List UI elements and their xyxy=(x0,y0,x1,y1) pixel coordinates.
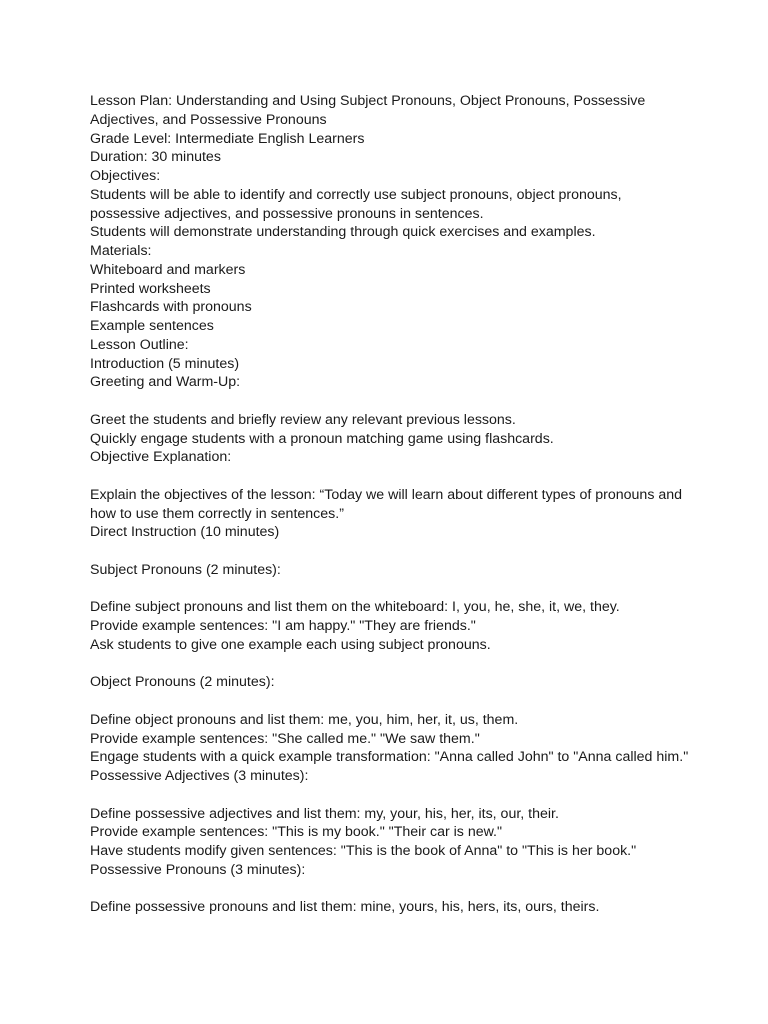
subject-pronouns-step-1: Define subject pronouns and list them on the whiteboard: I, you, he, she, it, we, they. xyxy=(90,599,620,616)
blank-line xyxy=(90,542,690,561)
blank-line xyxy=(90,786,690,805)
greeting-step-2: Quickly engage students with a pronoun matching game using flashcards. xyxy=(90,430,554,447)
objective-explanation-heading: Objective Explanation: xyxy=(90,449,232,466)
grade-level: Grade Level: Intermediate English Learners xyxy=(90,130,365,147)
object-pronouns-step-1: Define object pronouns and list them: me, you, him, her, it, us, them. xyxy=(90,711,519,728)
greeting-step-1: Greet the students and briefly review any relevant previous lessons. xyxy=(90,411,516,428)
possessive-pronouns-step-1: Define possessive pronouns and list them: mine, yours, his, hers, its, ours, theirs. xyxy=(90,899,600,916)
direct-instruction-heading: Direct Instruction (10 minutes) xyxy=(90,524,280,541)
object-pronouns-heading: Object Pronouns (2 minutes): xyxy=(90,674,275,691)
objective-explanation-line-2: how to use them correctly in sentences.” xyxy=(90,505,344,522)
possessive-pronouns-heading: Possessive Pronouns (3 minutes): xyxy=(90,861,306,878)
title-line-1: Lesson Plan: Understanding and Using Subject Pronouns, Object Pronouns, Possessive xyxy=(90,93,646,109)
lesson-plan-text xyxy=(90,92,690,917)
objective-1-line-1: Students will be able to identify and correctly use subject pronouns, object pronouns, xyxy=(90,186,622,203)
material-item: Flashcards with pronouns xyxy=(90,299,252,316)
lesson-outline-heading: Lesson Outline: xyxy=(90,336,189,353)
subject-pronouns-heading: Subject Pronouns (2 minutes): xyxy=(90,561,281,578)
object-pronouns-step-2: Provide example sentences: "She called me." "We saw them." xyxy=(90,730,480,747)
subject-pronouns-step-2: Provide example sentences: "I am happy." "They are friends." xyxy=(90,618,476,634)
blank-line xyxy=(90,392,690,411)
objective-explanation-line-1: Explain the objectives of the lesson: “Today we will learn about different types of pronouns and xyxy=(90,486,683,503)
material-item: Printed worksheets xyxy=(90,280,211,297)
objective-1-line-2: possessive adjectives, and possessive pronouns in sentences. xyxy=(90,205,484,222)
duration: Duration: 30 minutes xyxy=(90,149,221,166)
blank-line xyxy=(90,880,690,899)
blank-line xyxy=(90,580,690,599)
material-item: Whiteboard and markers xyxy=(90,261,246,278)
title-line-2: Adjectives, and Possessive Pronouns xyxy=(90,111,327,128)
objectives-heading: Objectives: xyxy=(90,168,161,184)
objective-2: Students will demonstrate understanding through quick exercises and examples. xyxy=(90,224,596,241)
blank-line xyxy=(90,655,690,674)
possessive-adjectives-step-1: Define possessive adjectives and list them: my, your, his, her, its, our, their. xyxy=(90,805,559,822)
possessive-adjectives-heading: Possessive Adjectives (3 minutes): xyxy=(90,768,309,784)
blank-line xyxy=(90,692,690,711)
possessive-adjectives-step-3: Have students modify given sentences: "This is the book of Anna" to "This is her book." xyxy=(90,843,637,859)
introduction-heading: Introduction (5 minutes) xyxy=(90,355,240,372)
object-pronouns-step-3: Engage students with a quick example transformation: "Anna called John" to "Anna called him." xyxy=(90,749,689,766)
greeting-heading: Greeting and Warm-Up: xyxy=(90,374,241,391)
subject-pronouns-step-3: Ask students to give one example each using subject pronouns. xyxy=(90,636,491,653)
possessive-adjectives-step-2: Provide example sentences: "This is my book." "Their car is new." xyxy=(90,824,503,841)
material-item: Example sentences xyxy=(90,318,214,334)
blank-line xyxy=(90,467,690,486)
materials-heading: Materials: xyxy=(90,243,152,259)
